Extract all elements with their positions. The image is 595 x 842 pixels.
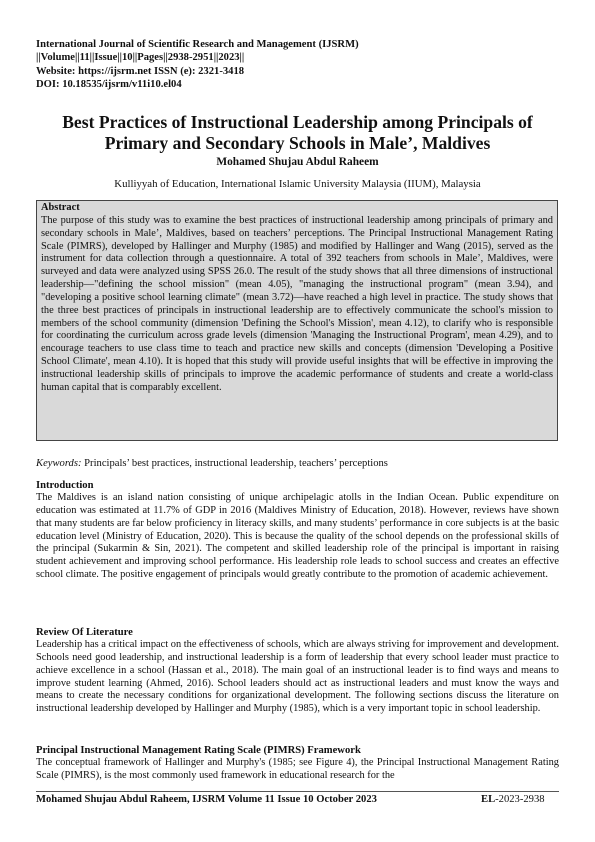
section-pimrs-framework	[36, 744, 559, 783]
journal-website: Website: https://ijsrm.net ISSN (e): 2321-3418	[36, 65, 245, 77]
footer-page-suffix: -2023-2938	[495, 794, 545, 805]
footer-citation: Mohamed Shujau Abdul Raheem, IJSRM Volume 11 Issue 10 October 2023	[36, 794, 377, 805]
author-name: Mohamed Shujau Abdul Raheem	[216, 156, 379, 168]
paper-title	[40, 112, 555, 154]
journal-doi: DOI: 10.18535/ijsrm/v11i10.el04	[36, 79, 182, 91]
section-text-pimrs: The conceptual framework of Hallinger and Murphy's (1985; see Figure 4), the Principal Instructional Management Rating Scale (PIMRS), is the most commonly used framework in educational research for the	[36, 757, 559, 781]
journal-name: International Journal of Scientific Research and Management (IJSRM)	[36, 39, 359, 50]
footer-page-prefix: EL	[481, 794, 496, 805]
section-text-review: Leadership has a critical impact on the effectiveness of schools, which are always striving for improvement and development. Schools need good leadership, and instructional leadership is a form of leadership that every school leader must practice to achieve excellence in a school (Hassan et al., 2018). The main goal of an instructional leader is to find ways and means to improve student learning (Ahmed, 2016). School leaders should act as instructional leaders and must know the ways and means to create the necessary conditions for organizational development. The following sections discuss the literature on instructional leadership developed by Hallinger and Murphy (1985), which is a very important topic in school leadership.	[36, 639, 559, 715]
keywords	[36, 458, 559, 469]
footer-divider	[36, 791, 559, 792]
author-affiliation: Kulliyyah of Education, International Islamic University Malaysia (IIUM), Malaysia	[114, 178, 481, 190]
journal-header	[36, 38, 359, 92]
section-introduction	[36, 479, 559, 582]
paper-title-line-1: Best Practices of Instructional Leadership among Principals of	[62, 112, 533, 132]
section-heading-introduction: Introduction	[36, 480, 94, 491]
abstract-text: The purpose of this study was to examine the best practices of instructional leadership among principals of primary and secondary schools in Male’, Maldives, based on teachers’ perceptions. The Principal Instructional Management Rating Scale (PIMRS), developed by Hallinger and Murphy (1985) and modified by Hallinger and Wang (2015), served as the instrument for data collection through a questionnaire. A total of 392 teachers from schools in Male’, Maldives, were surveyed and data were analyzed using SPSS 26.0. The result of the study shows that all three dimensions of instructional leadership—"defining the school mission" (mean 4.05), "managing the instructional program" (mean 3.94), and "developing a positive school learning climate" (mean 3.72)—have reached a high level in practice. The study shows that the three best practices of principals in instructional leadership are to effectively communicate the school's mission to members of the school community (dimension 'Defining the School's Mission', mean 4.12), to clarify who is responsible for coordinating the curriculum across grade levels (dimension 'Managing the Instructional Program', mean 4.29), and to encourage teachers to use class time to teach and practice new skills and concepts (dimension 'Developing a Positive School Climate', mean 4.10). It is hoped that this study will provide useful insights that will be effective in improving the instructional leadership skills of principals to improve the academic performance of students and create a world-class human capital that is comparably excellent.	[41, 214, 553, 393]
keywords-label: Keywords:	[36, 458, 82, 469]
section-text-introduction: The Maldives is an island nation consisting of unique archipelagic atolls in the Indian Ocean. Public expenditure on education was estimated at 11.7% of GDP in 2016 (Maldives Ministry of Education, 2018). However, reviews have shown that many students are far below proficiency in literacy skills, and many students’ performance in core subjects is at the basic education level (Ministry of Education, 2020). This is because the quality of the school depends on the professional skills of the principal (Sukarmin & Sin, 2021). The competent and skilled leadership role of the principal is important in raising student achievement and improving school performance. His leadership role leads to school success and creates an effective school climate. The positive engagement of principals would greatly contribute to the promotion of academic achievement.	[36, 492, 559, 581]
abstract-heading: Abstract	[41, 202, 80, 213]
journal-issue-line: ||Volume||11||Issue||10||Pages||2938-2951||2023||	[36, 52, 245, 64]
abstract-box	[36, 200, 558, 441]
keywords-text: Principals’ best practices, instructional leadership, teachers’ perceptions	[81, 458, 388, 469]
paper-title-line-2: Primary and Secondary Schools in Male’, Maldives	[104, 133, 491, 153]
footer-page-number	[481, 794, 545, 805]
section-heading-review: Review Of Literature	[36, 627, 133, 638]
section-heading-pimrs: Principal Instructional Management Rating Scale (PIMRS) Framework	[36, 745, 361, 756]
section-review-of-literature	[36, 626, 559, 716]
